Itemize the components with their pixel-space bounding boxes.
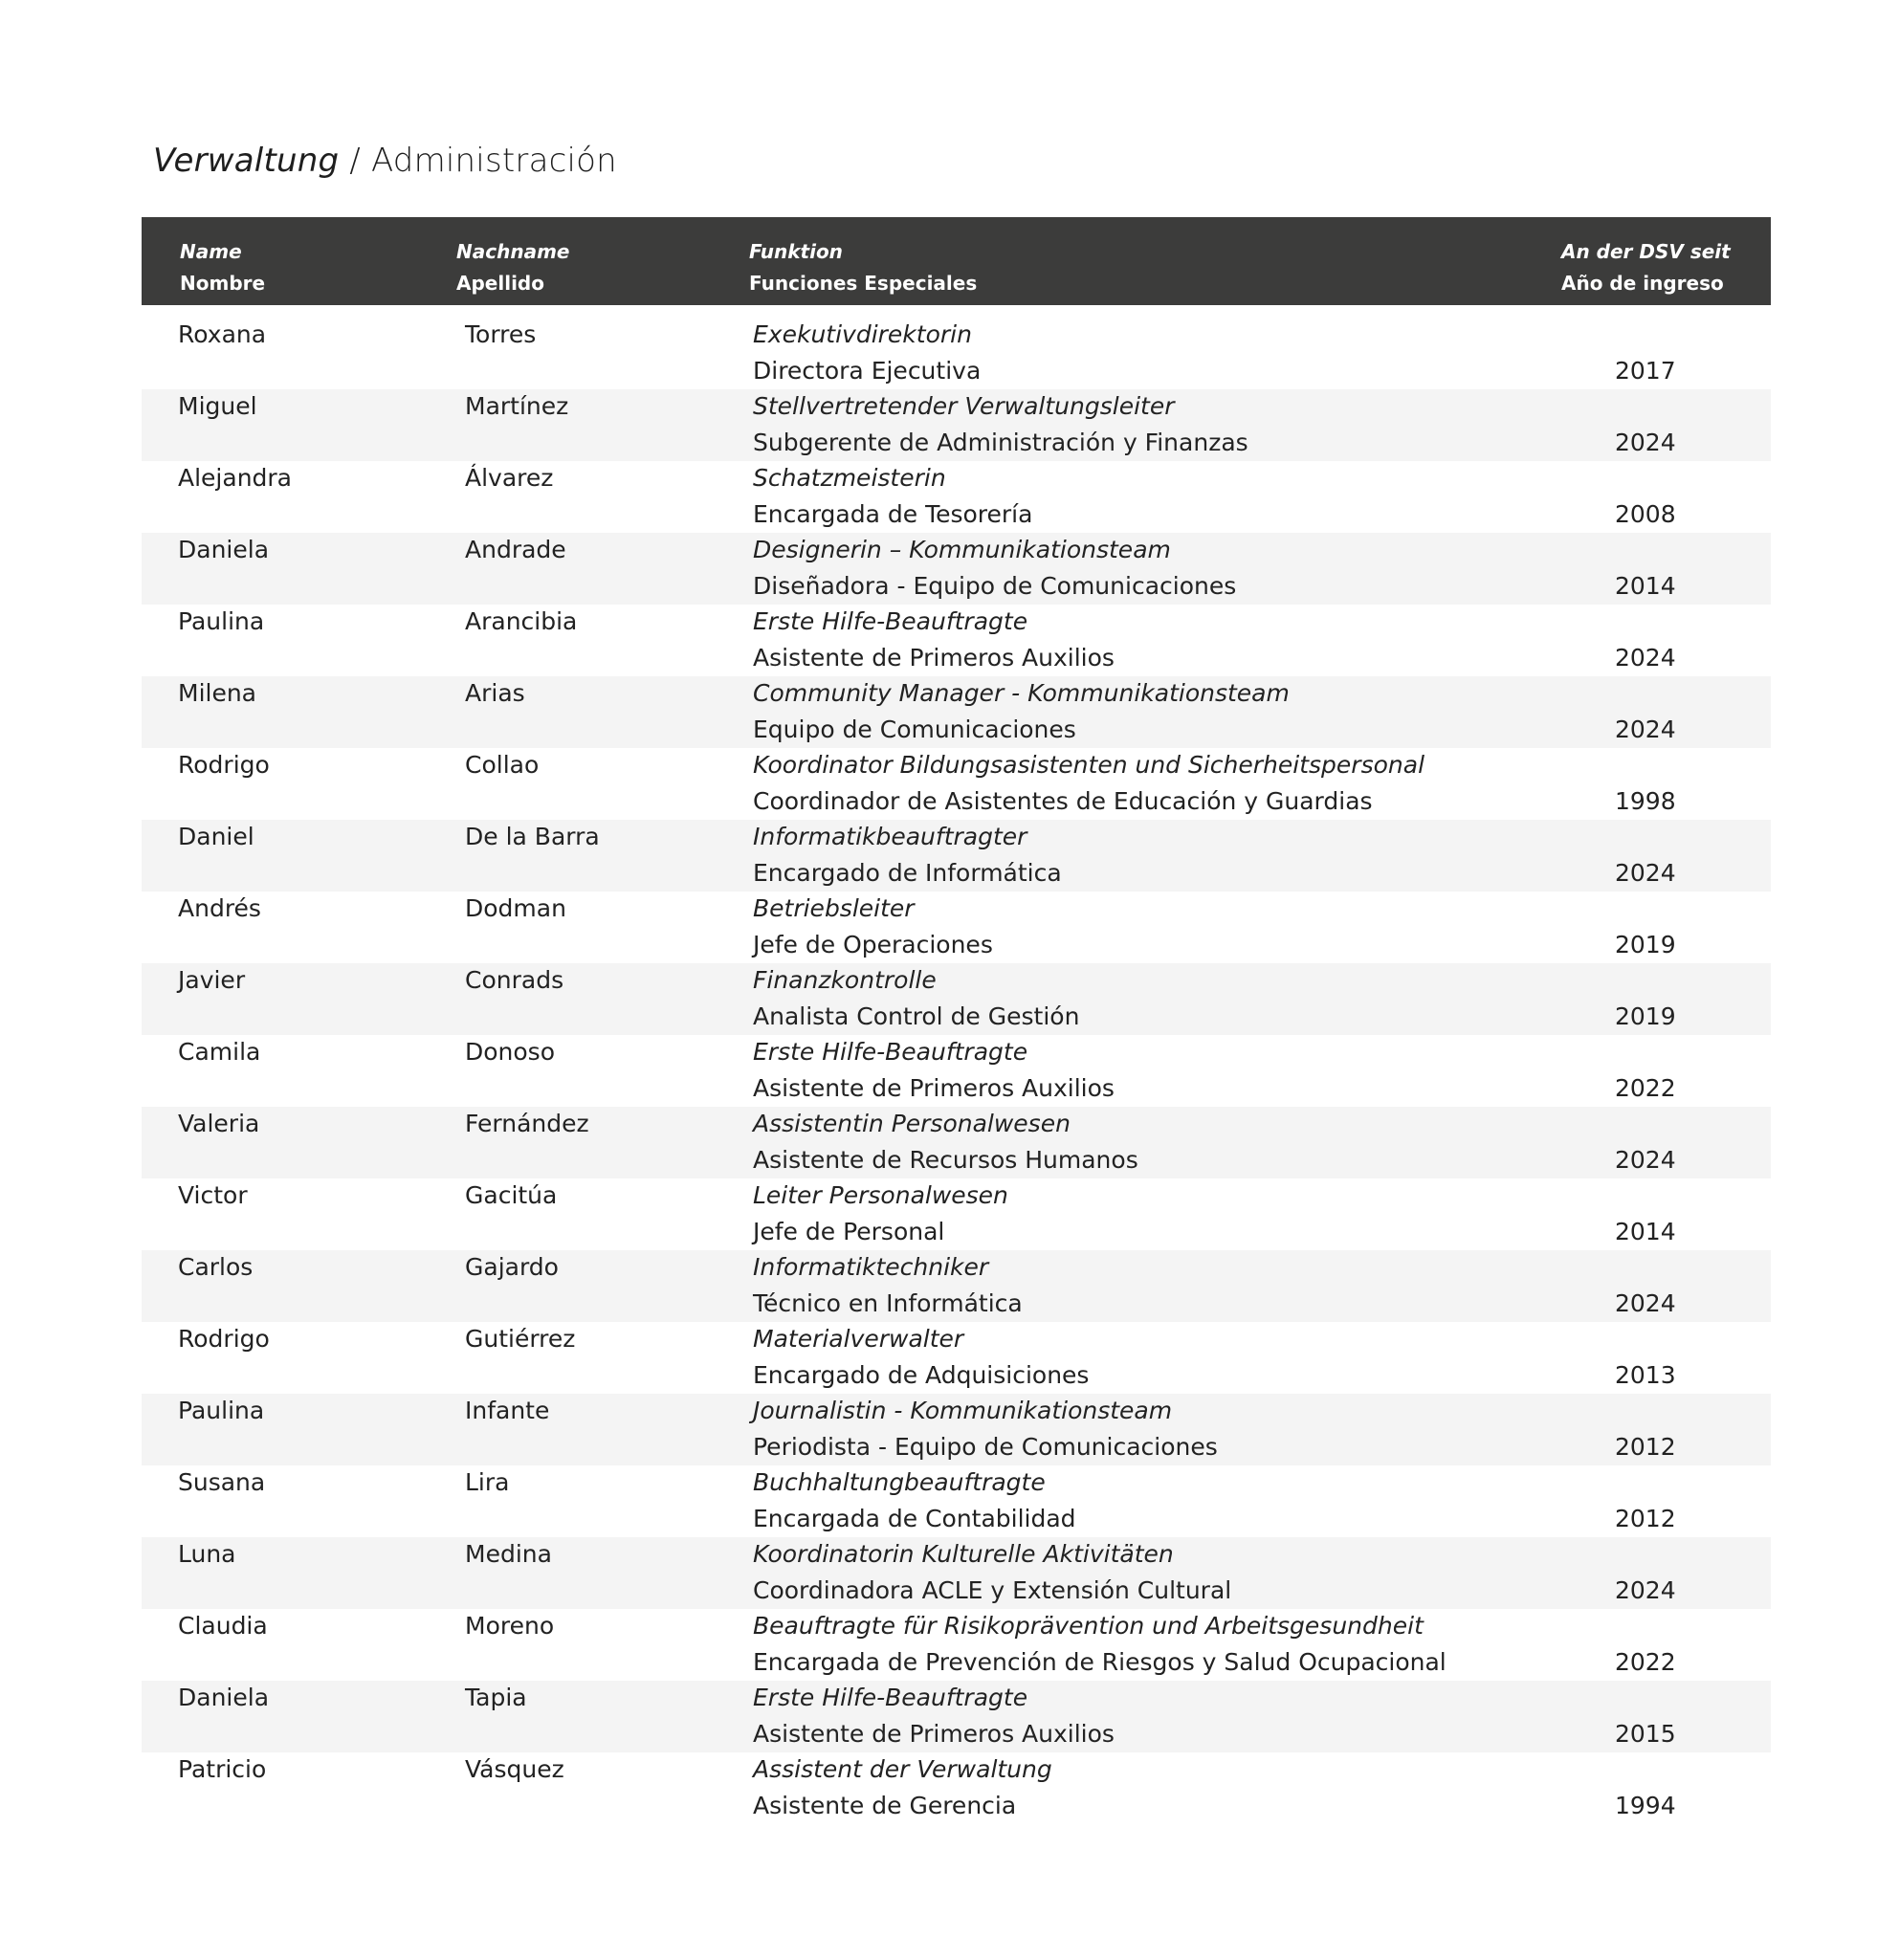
table-row [142,389,1771,461]
cell-name: Andrés [178,894,261,922]
cell-function-es: Subgerente de Administración y Finanzas [753,429,1248,456]
header-since [1561,236,1731,299]
cell-lastname: Medina [465,1540,552,1568]
cell-lastname: Infante [465,1397,550,1424]
cell-lastname: Andrade [465,536,566,563]
cell-name: Camila [178,1038,261,1066]
cell-lastname: Torres [465,320,537,348]
title-german: Verwaltung [153,142,340,180]
table-row [142,318,1771,389]
cell-function-de: Erste Hilfe-Beauftragte [753,607,1028,635]
cell-function-es: Diseñadora - Equipo de Comunicaciones [753,572,1237,600]
cell-function-de: Journalistin - Kommunikationsteam [753,1397,1173,1424]
cell-function-de: Assistentin Personalwesen [753,1110,1071,1137]
table-body [142,318,1771,1824]
cell-function-de: Koordinatorin Kulturelle Aktivitäten [753,1540,1174,1568]
cell-function-es: Equipo de Comunicaciones [753,716,1076,743]
cell-year: 2024 [1615,1576,1676,1604]
cell-year: 2024 [1615,1289,1676,1317]
cell-lastname: Tapia [465,1684,527,1711]
cell-name: Carlos [178,1253,254,1281]
cell-function [753,1249,1023,1322]
cell-function [753,532,1236,605]
cell-name: Susana [178,1468,266,1496]
cell-lastname: Collao [465,751,540,779]
page-title [153,142,617,180]
cell-year: 2012 [1615,1433,1676,1461]
cell-year: 2019 [1615,1002,1676,1030]
cell-function [753,819,1062,892]
cell-name: Javier [178,966,246,994]
cell-lastname: Gajardo [465,1253,559,1281]
table-row [142,820,1771,892]
cell-function [753,604,1115,676]
cell-year: 2024 [1615,716,1676,743]
cell-year: 2014 [1615,572,1676,600]
table-row [142,748,1771,820]
cell-function-es: Analista Control de Gestión [753,1002,1080,1030]
cell-function-de: Buchhaltungbeauftragte [753,1468,1046,1496]
table-row [142,892,1771,963]
header-lastname [456,236,569,299]
cell-name: Daniel [178,823,254,850]
cell-function-de: Beauftragte für Risikoprävention und Arbeitsgesundheit [753,1612,1424,1640]
table-row [142,605,1771,676]
header-function [749,236,977,299]
cell-function [753,1178,1008,1250]
table-row [142,1394,1771,1465]
cell-lastname: Vásquez [465,1755,564,1783]
cell-year: 2024 [1615,644,1676,672]
cell-lastname: Gacitúa [465,1181,558,1209]
cell-function [753,891,993,963]
cell-lastname: Arias [465,679,525,707]
cell-function [753,1464,1076,1537]
cell-name: Daniela [178,1684,270,1711]
cell-lastname: Álvarez [465,464,554,492]
cell-function [753,1751,1052,1824]
cell-lastname: Martínez [465,392,569,420]
cell-name: Daniela [178,536,270,563]
table-row [142,1465,1771,1537]
cell-year: 1998 [1615,787,1676,815]
table-row [142,1035,1771,1107]
cell-lastname: De la Barra [465,823,600,850]
cell-lastname: Dodman [465,894,566,922]
cell-function-es: Jefe de Personal [753,1218,945,1245]
cell-function [753,388,1248,461]
cell-function [753,747,1424,820]
cell-name: Luna [178,1540,236,1568]
cell-function-es: Coordinador de Asistentes de Educación y Guardias [753,787,1373,815]
cell-year: 2008 [1615,500,1676,528]
cell-year: 2015 [1615,1720,1676,1748]
cell-year: 2019 [1615,931,1676,958]
cell-function-es: Asistente de Primeros Auxilios [753,1074,1115,1102]
cell-function-es: Asistente de Primeros Auxilios [753,644,1115,672]
cell-function-es: Jefe de Operaciones [753,931,993,958]
cell-function-es: Asistente de Gerencia [753,1792,1017,1819]
cell-lastname: Conrads [465,966,564,994]
cell-year: 2017 [1615,357,1676,385]
cell-lastname: Moreno [465,1612,555,1640]
header-since-es: Año de ingreso [1561,272,1724,295]
cell-lastname: Donoso [465,1038,556,1066]
cell-function [753,1536,1231,1609]
cell-function-es: Encargada de Prevención de Riesgos y Salud Ocupacional [753,1648,1446,1676]
cell-function-es: Periodista - Equipo de Comunicaciones [753,1433,1218,1461]
cell-year: 2013 [1615,1361,1676,1389]
staff-table [142,217,1771,1824]
cell-function-es: Técnico en Informática [753,1289,1023,1317]
cell-function [753,962,1079,1035]
cell-year: 2024 [1615,1146,1676,1174]
title-spanish: Administración [370,142,617,180]
table-row [142,1537,1771,1609]
cell-name: Rodrigo [178,1325,270,1353]
table-row [142,461,1771,533]
cell-function-es: Encargado de Adquisiciones [753,1361,1090,1389]
table-row [142,963,1771,1035]
cell-function-es: Coordinadora ACLE y Extensión Cultural [753,1576,1232,1604]
cell-function-de: Koordinator Bildungsasistenten und Sicherheitspersonal [753,751,1425,779]
cell-year: 2024 [1615,859,1676,887]
cell-function-de: Community Manager - Kommunikationsteam [753,679,1290,707]
cell-function-de: Designerin – Kommunikationsteam [753,536,1171,563]
title-separator: / [339,142,371,180]
cell-name: Roxana [178,320,267,348]
cell-function [753,1034,1115,1107]
cell-function-es: Asistente de Primeros Auxilios [753,1720,1115,1748]
cell-name: Alejandra [178,464,293,492]
cell-function [753,1393,1218,1465]
cell-function [753,1321,1089,1394]
cell-name: Claudia [178,1612,268,1640]
cell-function-de: Exekutivdirektorin [753,320,972,348]
cell-function-de: Materialverwalter [753,1325,964,1353]
cell-lastname: Gutiérrez [465,1325,576,1353]
table-header [142,217,1771,305]
table-row [142,1609,1771,1681]
table-row [142,1107,1771,1178]
header-function-de: Funktion [749,240,843,263]
cell-function-es: Encargada de Tesorería [753,500,1033,528]
cell-function-de: Stellvertretender Verwaltungsleiter [753,392,1175,420]
cell-function-de: Informatikbeauftragter [753,823,1027,850]
cell-name: Paulina [178,607,265,635]
cell-function [753,1680,1115,1752]
cell-lastname: Arancibia [465,607,578,635]
cell-function-de: Leiter Personalwesen [753,1181,1008,1209]
header-lastname-de: Nachname [456,240,570,263]
cell-function-es: Asistente de Recursos Humanos [753,1146,1138,1174]
cell-function-de: Schatzmeisterin [753,464,946,492]
header-function-es: Funciones Especiales [749,272,978,295]
table-row [142,1250,1771,1322]
cell-year: 2012 [1615,1505,1676,1532]
cell-year: 1994 [1615,1792,1676,1819]
table-row [142,1322,1771,1394]
cell-function [753,1106,1138,1178]
cell-function [753,1608,1446,1681]
cell-function-de: Betriebsleiter [753,894,915,922]
cell-year: 2014 [1615,1218,1676,1245]
header-name-de: Name [180,240,242,263]
cell-function-de: Informatiktechniker [753,1253,989,1281]
cell-name: Patricio [178,1755,267,1783]
cell-function-de: Erste Hilfe-Beauftragte [753,1038,1028,1066]
cell-function [753,460,1032,533]
table-row [142,1178,1771,1250]
table-row [142,1681,1771,1752]
cell-function-de: Erste Hilfe-Beauftragte [753,1684,1028,1711]
cell-name: Valeria [178,1110,260,1137]
header-lastname-es: Apellido [456,272,544,295]
cell-year: 2022 [1615,1074,1676,1102]
cell-function-de: Assistent der Verwaltung [753,1755,1052,1783]
cell-lastname: Fernández [465,1110,589,1137]
cell-name: Milena [178,679,257,707]
header-name-es: Nombre [180,272,266,295]
cell-function [753,317,981,389]
table-row [142,533,1771,605]
cell-function [753,675,1290,748]
cell-name: Rodrigo [178,751,270,779]
cell-function-de: Finanzkontrolle [753,966,937,994]
cell-function-es: Encargado de Informática [753,859,1062,887]
cell-name: Paulina [178,1397,265,1424]
table-row [142,676,1771,748]
header-since-de: An der DSV seit [1561,240,1731,263]
cell-year: 2022 [1615,1648,1676,1676]
header-name [180,236,265,299]
cell-name: Miguel [178,392,257,420]
cell-year: 2024 [1615,429,1676,456]
cell-function-es: Directora Ejecutiva [753,357,982,385]
table-row [142,1752,1771,1824]
cell-function-es: Encargada de Contabilidad [753,1505,1076,1532]
cell-lastname: Lira [465,1468,510,1496]
cell-name: Victor [178,1181,248,1209]
